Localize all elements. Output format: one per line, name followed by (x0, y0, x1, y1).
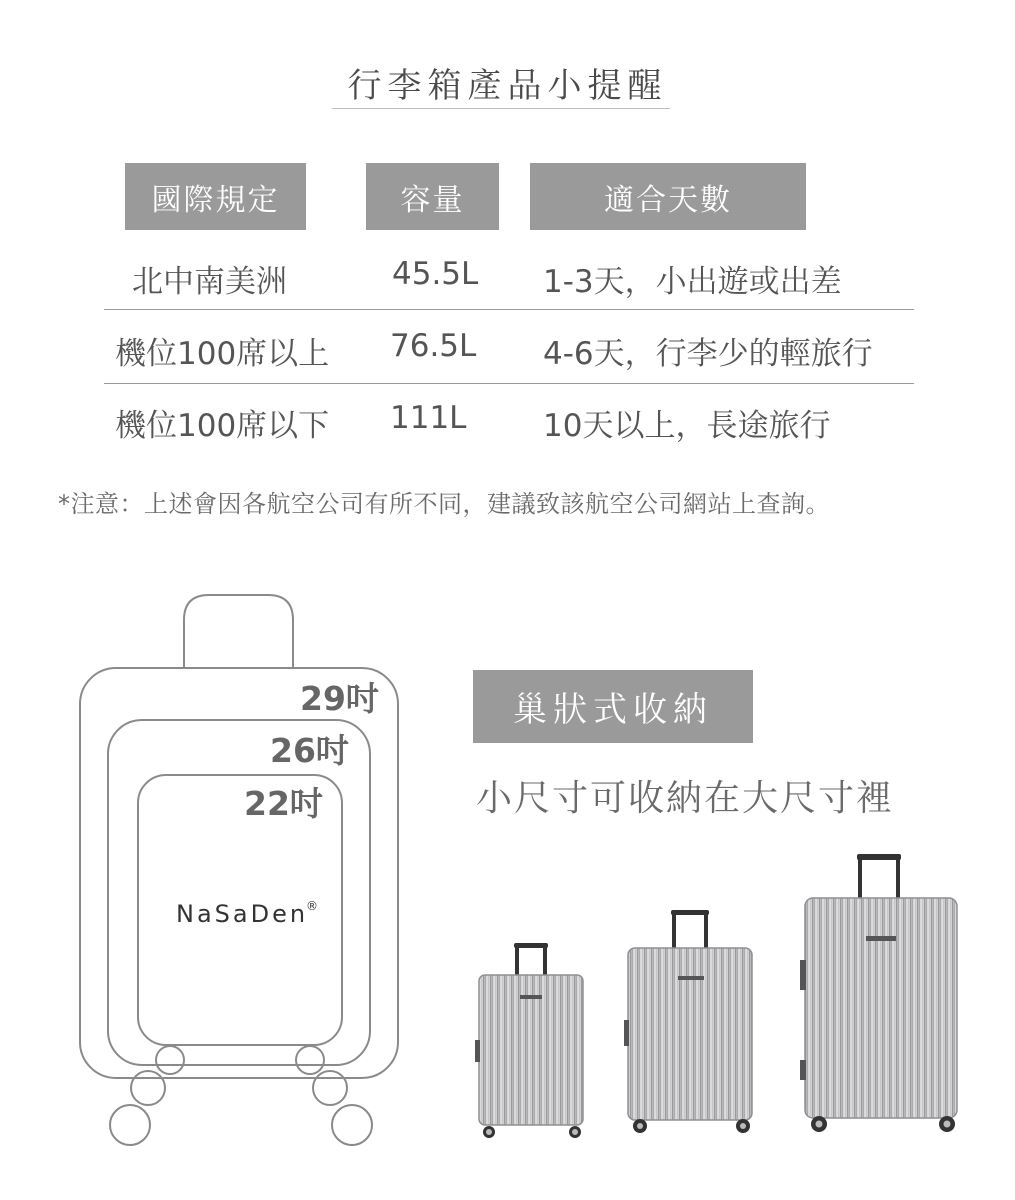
size-label-29: 29吋 (300, 679, 379, 718)
case-26-outline (108, 720, 370, 1065)
wheel-icon (332, 1105, 372, 1145)
row-divider (104, 383, 914, 384)
header-international-rule: 國際規定 (125, 163, 306, 230)
row-days: 1-3天，小出遊或出差 (543, 264, 842, 300)
row-divider (104, 309, 914, 310)
suitcase-small-icon (475, 943, 583, 1138)
wheel-icon (296, 1046, 324, 1074)
suitcase-medium-icon (624, 910, 752, 1133)
wheel-icon (313, 1071, 347, 1105)
handle-outline (184, 595, 293, 668)
row-rule: 北中南美洲 (132, 264, 287, 300)
nesting-label: 巢狀式收納 (473, 670, 753, 743)
brand-registered-mark: ® (306, 899, 318, 913)
header-suitable-days: 適合天數 (530, 163, 806, 230)
title-underline (332, 108, 670, 109)
nested-luggage-diagram (70, 590, 410, 1155)
footnote: *注意：上述會因各航空公司有所不同，建議致該航空公司網站上查詢。 (58, 490, 830, 518)
row-rule: 機位100席以下 (115, 408, 330, 444)
nesting-subtitle: 小尺寸可收納在大尺寸裡 (476, 778, 895, 819)
row-capacity: 45.5L (392, 256, 479, 292)
page-title: 行李箱產品小提醒 (347, 66, 668, 106)
suitcase-large-icon (800, 854, 957, 1132)
wheel-icon (131, 1071, 165, 1105)
row-capacity: 76.5L (390, 328, 477, 364)
brand-logo: NaSaDen (176, 900, 309, 928)
wheel-icon (110, 1105, 150, 1145)
row-days: 10天以上，長途旅行 (543, 408, 831, 444)
row-days: 4-6天，行李少的輕旅行 (543, 336, 873, 372)
row-capacity: 111L (390, 400, 467, 436)
size-label-26: 26吋 (270, 731, 349, 770)
wheel-icon (156, 1046, 184, 1074)
row-rule: 機位100席以上 (115, 336, 330, 372)
case-29-outline (80, 668, 398, 1078)
size-label-22: 22吋 (244, 784, 323, 823)
header-capacity: 容量 (366, 163, 499, 230)
suitcase-photo-group (465, 850, 970, 1150)
